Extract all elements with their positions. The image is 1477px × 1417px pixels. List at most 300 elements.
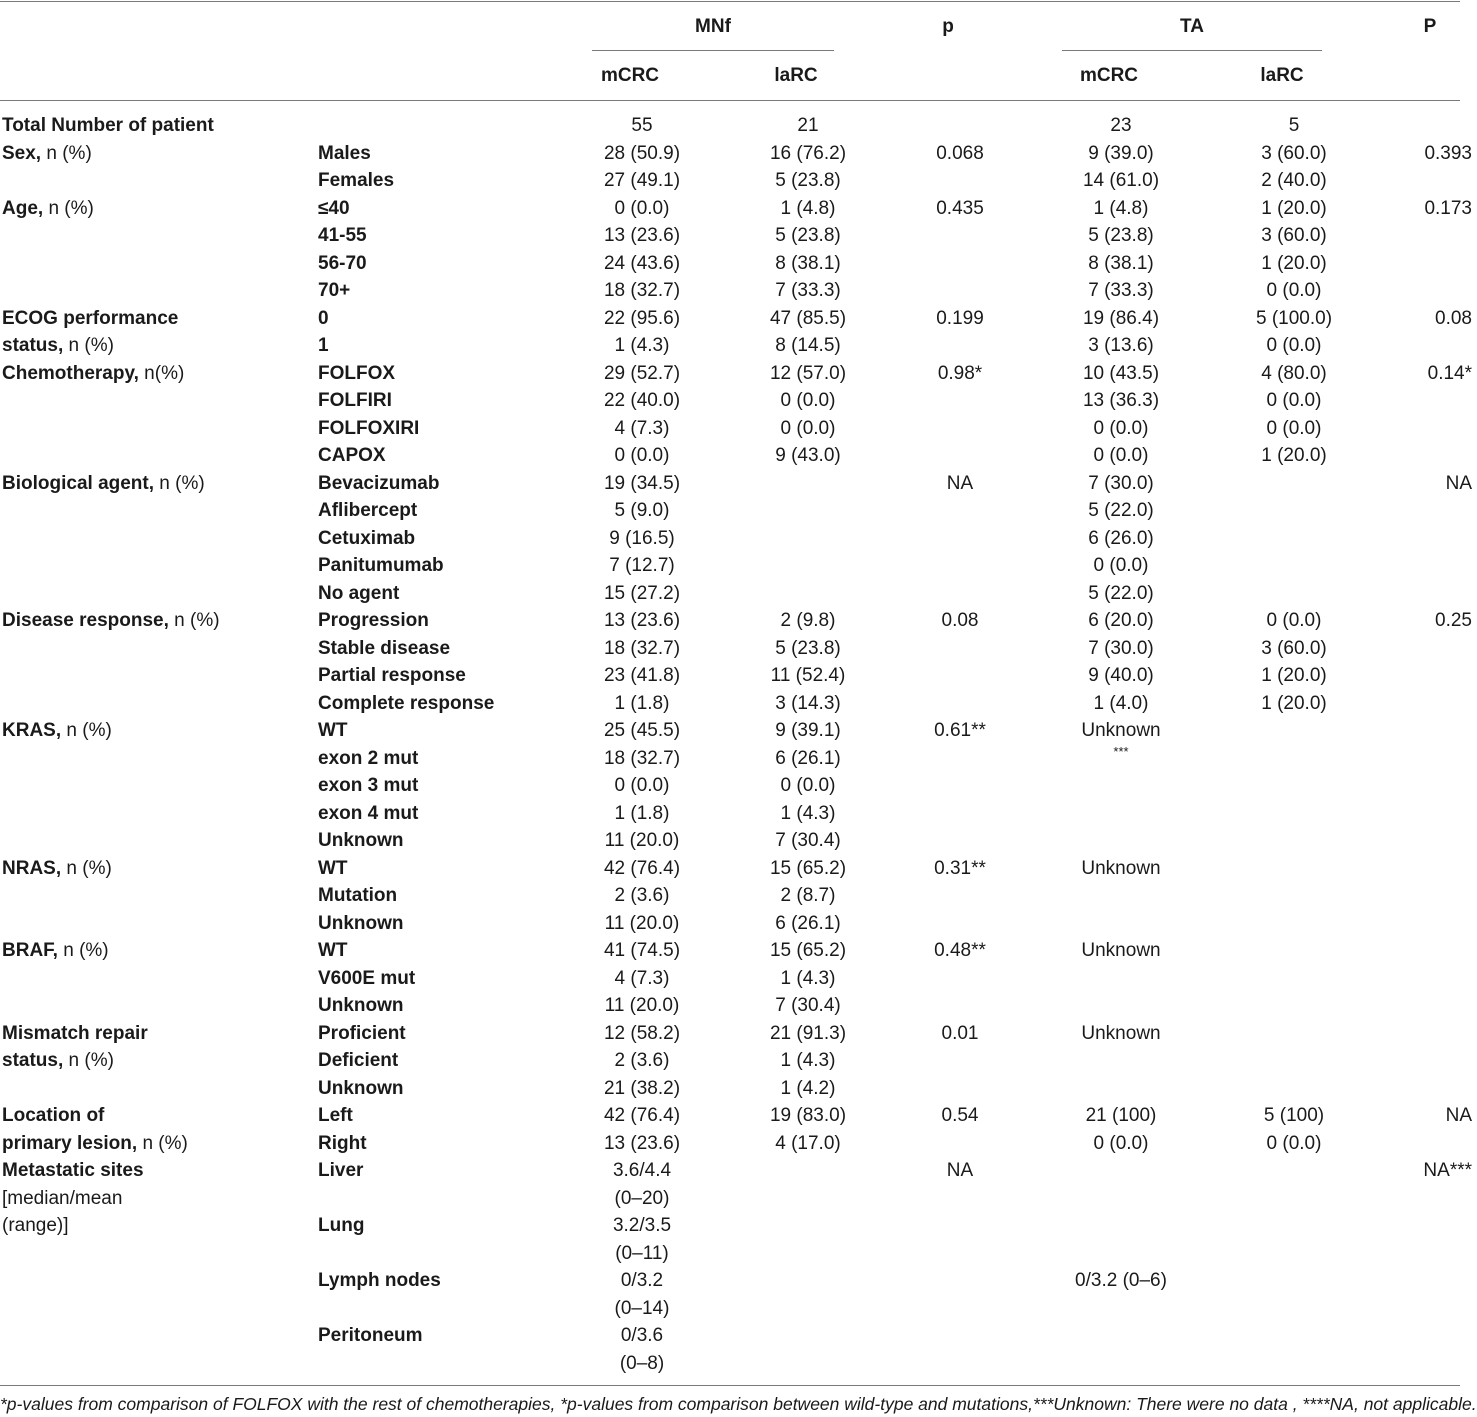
row-subcategory: Females bbox=[318, 170, 395, 191]
mnf-mcrc-value: 1 (4.3) bbox=[614, 335, 670, 356]
row-category bbox=[0, 717, 308, 745]
header-p2: P bbox=[1423, 16, 1437, 37]
p-value-ta bbox=[1362, 1130, 1474, 1158]
row-subcategory: Cetuximab bbox=[318, 527, 416, 549]
category-label: Sex, bbox=[2, 142, 42, 164]
p-value-mnf bbox=[904, 772, 1016, 800]
mnf-larc-value: 6 (26.1) bbox=[775, 912, 841, 934]
p-value-mnf bbox=[904, 387, 1016, 415]
mnf-mcrc-value: 29 (52.7) bbox=[603, 362, 681, 384]
ta-mcrc-value: 19 (86.4) bbox=[1082, 307, 1160, 329]
row-category bbox=[0, 882, 308, 910]
row-category bbox=[0, 1322, 308, 1350]
p-value-mnf: NA bbox=[946, 1160, 974, 1181]
ta-larc-value: 3 (60.0) bbox=[1261, 142, 1327, 164]
p-value-ta bbox=[1362, 1020, 1474, 1048]
row-category bbox=[0, 250, 308, 278]
ta-larc-value bbox=[1226, 552, 1362, 580]
category-unit: n (%) bbox=[43, 197, 94, 219]
row-subcategory: Deficient bbox=[318, 1050, 399, 1071]
ta-mcrc-value bbox=[1016, 1047, 1226, 1075]
row-category bbox=[0, 1102, 308, 1130]
row-subcategory: Proficient bbox=[318, 1022, 406, 1044]
category-unit: n (%) bbox=[61, 720, 112, 741]
row-category bbox=[0, 1267, 308, 1295]
header-group-ta: TA bbox=[1180, 16, 1204, 37]
ta-larc-value: 3 (60.0) bbox=[1261, 225, 1327, 246]
ta-larc-value bbox=[1226, 992, 1362, 1020]
ta-larc-value bbox=[1226, 800, 1362, 828]
row-subcategory bbox=[308, 1350, 572, 1378]
row-category bbox=[0, 1185, 308, 1213]
p-value-ta: 0.25 bbox=[1435, 610, 1472, 631]
ta-mcrc-value bbox=[1016, 992, 1226, 1020]
mnf-larc-value bbox=[712, 1185, 904, 1213]
mnf-mcrc-value: (0–8) bbox=[619, 1352, 665, 1374]
p-value-mnf bbox=[904, 1212, 1016, 1240]
row-category bbox=[0, 1047, 308, 1075]
table-row bbox=[0, 1020, 1474, 1048]
mnf-larc-value bbox=[712, 470, 904, 498]
mnf-larc-value bbox=[712, 525, 904, 553]
p-value-ta: 0.173 bbox=[1424, 197, 1472, 219]
ta-mcrc-value: 13 (36.3) bbox=[1082, 390, 1160, 411]
p-value-mnf: 0.31** bbox=[934, 857, 986, 879]
row-subcategory: exon 2 mut bbox=[318, 747, 419, 769]
ta-larc-value bbox=[1226, 1157, 1362, 1185]
header-mnf-larc: laRC bbox=[774, 65, 818, 86]
category-unit: n (%) bbox=[154, 472, 205, 494]
p-value-mnf: 0.435 bbox=[936, 197, 984, 219]
row-category bbox=[0, 415, 308, 443]
row-category bbox=[0, 1295, 308, 1323]
ta-larc-value bbox=[1226, 1020, 1362, 1048]
footnote: *p-values from comparison of FOLFOX with the rest of chemotherapies, *p-values from comparison between wild-type and mutations,***Unknown: There were no data , ****NA, not applicable. bbox=[0, 1394, 1477, 1414]
ta-larc-value bbox=[1226, 1075, 1362, 1103]
ta-larc-value: 0 (0.0) bbox=[1266, 280, 1322, 301]
mnf-mcrc-value: 28 (50.9) bbox=[603, 142, 681, 164]
p-value-ta bbox=[1362, 250, 1474, 278]
row-category bbox=[0, 1240, 308, 1268]
p-value-mnf: 0.08 bbox=[941, 610, 979, 631]
p-value-mnf: 0.068 bbox=[936, 142, 984, 164]
p-value-mnf bbox=[904, 1047, 1016, 1075]
mnf-mcrc-value: (0–14) bbox=[614, 1297, 670, 1319]
table-row bbox=[0, 965, 1474, 993]
p-value-mnf: 0.98* bbox=[937, 362, 983, 384]
mnf-larc-value: 9 (43.0) bbox=[775, 445, 841, 466]
row-subcategory: Unknown bbox=[318, 912, 404, 934]
ta-larc-value bbox=[1226, 1047, 1362, 1075]
category-unit: n (%) bbox=[168, 610, 220, 631]
row-category bbox=[0, 112, 308, 140]
table-row bbox=[0, 910, 1474, 938]
mnf-larc-value bbox=[712, 580, 904, 608]
p-value-ta bbox=[1362, 690, 1474, 718]
row-category bbox=[0, 1130, 308, 1158]
row-category bbox=[0, 1157, 308, 1185]
table-row bbox=[0, 855, 1474, 883]
ta-larc-value: 0 (0.0) bbox=[1266, 335, 1322, 356]
mnf-mcrc-value: 18 (32.7) bbox=[603, 280, 681, 301]
row-category bbox=[0, 195, 308, 223]
ta-mcrc-value: 0 (0.0) bbox=[1093, 1132, 1149, 1154]
mnf-larc-value: 1 (4.2) bbox=[780, 1077, 836, 1099]
table-row bbox=[0, 1212, 1474, 1240]
table-row bbox=[0, 497, 1474, 525]
category-label: BRAF, bbox=[2, 940, 58, 961]
row-subcategory: Unknown bbox=[318, 995, 404, 1016]
category-unit: n (%) bbox=[57, 940, 109, 961]
row-category bbox=[0, 525, 308, 553]
ta-mcrc-value bbox=[1016, 1157, 1226, 1185]
p-value-mnf bbox=[904, 1350, 1016, 1378]
p-value-mnf: 0.01 bbox=[941, 1022, 979, 1044]
table-row bbox=[0, 552, 1474, 580]
category-label: Chemotherapy, bbox=[2, 362, 139, 384]
p-value-ta bbox=[1362, 167, 1474, 195]
p-value-ta bbox=[1362, 800, 1474, 828]
row-category bbox=[0, 387, 308, 415]
mnf-larc-value: 2 (8.7) bbox=[780, 885, 836, 906]
category-unit: n (%) bbox=[41, 142, 92, 164]
mnf-mcrc-value: 0 (0.0) bbox=[614, 445, 670, 466]
category-unit: n (%) bbox=[63, 1050, 114, 1071]
row-category bbox=[0, 910, 308, 938]
p-value-ta bbox=[1362, 937, 1474, 965]
p-value-mnf bbox=[904, 992, 1016, 1020]
row-subcategory bbox=[308, 112, 572, 140]
category-label: primary lesion, bbox=[2, 1132, 138, 1154]
p-value-mnf bbox=[904, 552, 1016, 580]
p-value-ta bbox=[1362, 442, 1474, 470]
p-value-mnf bbox=[904, 1295, 1016, 1323]
mnf-mcrc-value: 0 (0.0) bbox=[614, 775, 670, 796]
p-value-mnf: 0.48** bbox=[934, 940, 986, 961]
mnf-larc-value: 1 (4.3) bbox=[780, 802, 836, 824]
p-value-mnf bbox=[904, 1185, 1016, 1213]
mnf-larc-value bbox=[712, 1295, 904, 1323]
row-subcategory: Unknown bbox=[318, 1077, 404, 1099]
category-label: Total Number of patient bbox=[2, 115, 214, 136]
mnf-larc-value: 16 (76.2) bbox=[769, 142, 847, 164]
row-subcategory: Mutation bbox=[318, 885, 398, 906]
table-row bbox=[0, 112, 1474, 140]
ta-mcrc-value: 9 (39.0) bbox=[1088, 142, 1154, 164]
p-value-ta bbox=[1362, 525, 1474, 553]
row-subcategory: FOLFOXIRI bbox=[318, 417, 420, 439]
mnf-larc-value: 5 (23.8) bbox=[775, 170, 841, 191]
table-row bbox=[0, 1240, 1474, 1268]
mnf-larc-value: 47 (85.5) bbox=[769, 307, 847, 329]
row-subcategory: Panitumumab bbox=[318, 555, 444, 576]
mnf-larc-value: 7 (30.4) bbox=[775, 995, 841, 1016]
ta-larc-value bbox=[1226, 470, 1362, 498]
ta-mcrc-value: 1 (4.8) bbox=[1093, 197, 1149, 219]
mnf-larc-value bbox=[712, 552, 904, 580]
ta-mcrc-value: 7 (30.0) bbox=[1088, 472, 1154, 494]
ta-larc-value bbox=[1226, 1267, 1362, 1295]
mnf-mcrc-value: 41 (74.5) bbox=[603, 940, 681, 961]
mnf-mcrc-value: 0 (0.0) bbox=[614, 197, 670, 219]
mnf-larc-value bbox=[712, 1267, 904, 1295]
ta-mcrc-value bbox=[1016, 1212, 1226, 1240]
p-value-mnf bbox=[904, 827, 1016, 855]
row-category bbox=[0, 965, 308, 993]
p-value-mnf bbox=[904, 690, 1016, 718]
table-row bbox=[0, 470, 1474, 498]
ta-larc-value: 3 (60.0) bbox=[1261, 637, 1327, 659]
row-category bbox=[0, 690, 308, 718]
row-category bbox=[0, 360, 308, 388]
mnf-larc-value: 19 (83.0) bbox=[769, 1105, 847, 1126]
mnf-larc-value: 5 (23.8) bbox=[775, 637, 841, 659]
mnf-mcrc-value: 2 (3.6) bbox=[614, 1050, 670, 1071]
ta-larc-value bbox=[1226, 525, 1362, 553]
category-label: status, bbox=[2, 1050, 64, 1071]
ta-mcrc-value: Unknown bbox=[1081, 1022, 1161, 1044]
p-value-mnf bbox=[904, 1130, 1016, 1158]
mnf-mcrc-value: 25 (45.5) bbox=[603, 720, 681, 741]
mnf-larc-value: 21 bbox=[797, 115, 819, 136]
ta-larc-value: 0 (0.0) bbox=[1266, 1132, 1322, 1154]
ta-mcrc-value bbox=[1016, 1350, 1226, 1378]
mnf-mcrc-value: 2 (3.6) bbox=[614, 885, 670, 906]
ta-mcrc-value bbox=[1016, 800, 1226, 828]
row-subcategory: Males bbox=[318, 142, 371, 164]
row-category bbox=[0, 1212, 308, 1240]
ta-mcrc-value: 0 (0.0) bbox=[1093, 417, 1149, 439]
row-subcategory: Left bbox=[318, 1105, 353, 1126]
mnf-mcrc-value: 11 (20.0) bbox=[604, 830, 680, 851]
ta-larc-value: 0 (0.0) bbox=[1266, 417, 1322, 439]
p-value-ta bbox=[1362, 1322, 1474, 1350]
ta-larc-value: 4 (80.0) bbox=[1261, 362, 1327, 384]
p-value-mnf: 0.54 bbox=[941, 1105, 979, 1126]
row-category bbox=[0, 745, 308, 773]
row-subcategory: Complete response bbox=[318, 692, 495, 714]
row-category bbox=[0, 1075, 308, 1103]
row-category bbox=[0, 497, 308, 525]
p-value-ta bbox=[1362, 1267, 1474, 1295]
ta-larc-value: 2 (40.0) bbox=[1261, 170, 1327, 191]
row-category bbox=[0, 1020, 308, 1048]
mnf-mcrc-value: 42 (76.4) bbox=[603, 1105, 681, 1126]
p-value-ta bbox=[1362, 222, 1474, 250]
ta-larc-value bbox=[1226, 827, 1362, 855]
row-category bbox=[0, 772, 308, 800]
mnf-mcrc-value: (0–20) bbox=[614, 1187, 670, 1209]
category-unit: n (%) bbox=[61, 857, 112, 879]
ta-mcrc-value: 5 (22.0) bbox=[1088, 500, 1154, 521]
mnf-larc-value: 9 (39.1) bbox=[775, 720, 841, 741]
category-label: ECOG performance bbox=[2, 307, 179, 329]
data-table bbox=[0, 112, 1474, 1377]
p-value-ta bbox=[1362, 882, 1474, 910]
p-value-mnf bbox=[904, 1240, 1016, 1268]
p-value-ta bbox=[1362, 1075, 1474, 1103]
mnf-larc-value: 8 (14.5) bbox=[775, 335, 841, 356]
ta-larc-value bbox=[1226, 717, 1362, 745]
bottom-rule bbox=[0, 1385, 1460, 1386]
row-category bbox=[0, 332, 308, 360]
row-subcategory: exon 3 mut bbox=[318, 775, 419, 796]
p-value-ta bbox=[1362, 662, 1474, 690]
row-subcategory: FOLFIRI bbox=[318, 390, 392, 411]
ta-mcrc-value: Unknown bbox=[1081, 857, 1161, 879]
ta-larc-value bbox=[1226, 1322, 1362, 1350]
p-value-ta bbox=[1362, 112, 1474, 140]
header-ta-larc: laRC bbox=[1260, 65, 1304, 86]
mnf-mcrc-value: 23 (41.8) bbox=[603, 665, 681, 686]
mnf-larc-value: 11 (52.4) bbox=[770, 665, 846, 686]
mnf-mcrc-value: 18 (32.7) bbox=[603, 637, 681, 659]
category-label: Metastatic sites bbox=[2, 1160, 144, 1181]
ta-mcrc-value bbox=[1016, 772, 1226, 800]
p-value-mnf bbox=[904, 112, 1016, 140]
ta-larc-value: 5 (100) bbox=[1263, 1105, 1325, 1126]
ta-mcrc-value: 10 (43.5) bbox=[1082, 362, 1160, 384]
p-value-ta bbox=[1362, 910, 1474, 938]
ta-larc-value: 1 (20.0) bbox=[1261, 252, 1327, 274]
p-value-ta: NA bbox=[1445, 472, 1472, 494]
ta-group-rule bbox=[1062, 50, 1322, 51]
p-value-mnf bbox=[904, 1267, 1016, 1295]
ta-mcrc-value: 5 (23.8) bbox=[1088, 225, 1154, 246]
p-value-ta bbox=[1362, 332, 1474, 360]
table-row bbox=[0, 800, 1474, 828]
p-value-ta bbox=[1362, 1295, 1474, 1323]
mnf-mcrc-value: 1 (1.8) bbox=[614, 802, 670, 824]
category-label: Biological agent, bbox=[2, 472, 155, 494]
p-value-ta bbox=[1362, 772, 1474, 800]
table-row bbox=[0, 882, 1474, 910]
row-category bbox=[0, 855, 308, 883]
row-subcategory: V600E mut bbox=[318, 967, 416, 989]
p-value-ta bbox=[1362, 497, 1474, 525]
mnf-mcrc-value: 13 (23.6) bbox=[603, 610, 681, 631]
mnf-mcrc-value: 24 (43.6) bbox=[603, 252, 681, 274]
row-category bbox=[0, 140, 308, 168]
header-ta-mcrc: mCRC bbox=[1079, 65, 1139, 86]
p-value-mnf bbox=[904, 662, 1016, 690]
table-row bbox=[0, 1157, 1474, 1185]
ta-mcrc-value: 0/3.2 (0–6) bbox=[1075, 1270, 1167, 1291]
ta-mcrc-value bbox=[1016, 1075, 1226, 1103]
row-category bbox=[0, 552, 308, 580]
mnf-mcrc-value: 12 (58.2) bbox=[603, 1022, 681, 1044]
ta-larc-value: 5 (100.0) bbox=[1255, 307, 1333, 329]
row-subcategory: ≤40 bbox=[318, 197, 350, 219]
mnf-mcrc-value: 18 (32.7) bbox=[603, 747, 681, 769]
ta-larc-value bbox=[1226, 910, 1362, 938]
row-category bbox=[0, 277, 308, 305]
p-value-mnf bbox=[904, 332, 1016, 360]
ta-mcrc-value bbox=[1016, 827, 1226, 855]
ta-mcrc-value: 8 (38.1) bbox=[1088, 252, 1154, 274]
mnf-mcrc-value: 13 (23.6) bbox=[603, 225, 681, 246]
mnf-mcrc-value: 0/3.6 bbox=[620, 1325, 664, 1346]
mnf-mcrc-value: 4 (7.3) bbox=[614, 417, 670, 439]
p-value-ta bbox=[1362, 387, 1474, 415]
mnf-mcrc-value: 42 (76.4) bbox=[603, 857, 681, 879]
mnf-mcrc-value: 11 (20.0) bbox=[604, 912, 680, 934]
table-row bbox=[0, 690, 1474, 718]
p-value-mnf bbox=[904, 800, 1016, 828]
mnf-larc-value: 0 (0.0) bbox=[780, 417, 836, 439]
row-category bbox=[0, 992, 308, 1020]
ta-larc-value bbox=[1226, 1350, 1362, 1378]
row-category bbox=[0, 827, 308, 855]
ta-mcrc-value bbox=[1016, 1322, 1226, 1350]
ta-larc-value: 1 (20.0) bbox=[1261, 197, 1327, 219]
p-value-ta: 0.08 bbox=[1435, 307, 1472, 329]
row-category bbox=[0, 470, 308, 498]
ta-larc-value bbox=[1226, 580, 1362, 608]
p-value-mnf bbox=[904, 222, 1016, 250]
ta-larc-value: 1 (20.0) bbox=[1261, 692, 1327, 714]
category-label: Location of bbox=[2, 1105, 105, 1126]
table-row bbox=[0, 525, 1474, 553]
p-value-mnf bbox=[904, 882, 1016, 910]
mnf-larc-value: 5 (23.8) bbox=[775, 225, 841, 246]
ta-larc-value: 1 (20.0) bbox=[1261, 445, 1327, 466]
table-row bbox=[0, 1185, 1474, 1213]
p-value-ta bbox=[1362, 1212, 1474, 1240]
table-row bbox=[0, 717, 1474, 745]
p-value-mnf bbox=[904, 497, 1016, 525]
ta-mcrc-value: *** bbox=[1113, 743, 1129, 759]
table-row bbox=[0, 277, 1474, 305]
ta-mcrc-value bbox=[1016, 910, 1226, 938]
row-subcategory: Aflibercept bbox=[318, 500, 418, 521]
mnf-larc-value: 1 (4.3) bbox=[780, 1050, 836, 1071]
ta-mcrc-value: 0 (0.0) bbox=[1093, 445, 1149, 466]
mnf-larc-value: 0 (0.0) bbox=[780, 775, 836, 796]
ta-mcrc-value: Unknown bbox=[1081, 940, 1161, 961]
row-subcategory: WT bbox=[318, 857, 348, 879]
mnf-larc-value bbox=[712, 1322, 904, 1350]
mnf-larc-value: 7 (33.3) bbox=[775, 280, 841, 301]
mnf-larc-value: 4 (17.0) bbox=[775, 1132, 841, 1154]
p-value-mnf bbox=[904, 1322, 1016, 1350]
mnf-mcrc-value: 22 (40.0) bbox=[603, 390, 681, 411]
category-label: Age, bbox=[2, 197, 44, 219]
mnf-mcrc-value: 9 (16.5) bbox=[609, 527, 675, 549]
ta-mcrc-value: 6 (20.0) bbox=[1088, 610, 1154, 631]
row-subcategory: 70+ bbox=[318, 280, 351, 301]
ta-mcrc-value: 14 (61.0) bbox=[1082, 170, 1160, 191]
table-row bbox=[0, 442, 1474, 470]
mnf-larc-value bbox=[712, 1350, 904, 1378]
ta-larc-value bbox=[1226, 745, 1362, 773]
table-row bbox=[0, 992, 1474, 1020]
p-value-ta bbox=[1362, 1185, 1474, 1213]
mnf-group-rule bbox=[592, 50, 834, 51]
row-subcategory: WT bbox=[318, 720, 348, 741]
mnf-mcrc-value: (0–11) bbox=[615, 1242, 669, 1264]
table-row bbox=[0, 662, 1474, 690]
row-subcategory: Liver bbox=[318, 1160, 364, 1181]
row-subcategory: Lung bbox=[318, 1215, 365, 1236]
p-value-ta bbox=[1362, 717, 1474, 745]
mnf-mcrc-value: 5 (9.0) bbox=[614, 500, 670, 521]
mnf-mcrc-value: 0/3.2 bbox=[620, 1270, 664, 1291]
p-value-ta bbox=[1362, 552, 1474, 580]
row-category bbox=[0, 635, 308, 663]
category-label: NRAS, bbox=[2, 857, 62, 879]
mnf-larc-value: 0 (0.0) bbox=[780, 390, 836, 411]
